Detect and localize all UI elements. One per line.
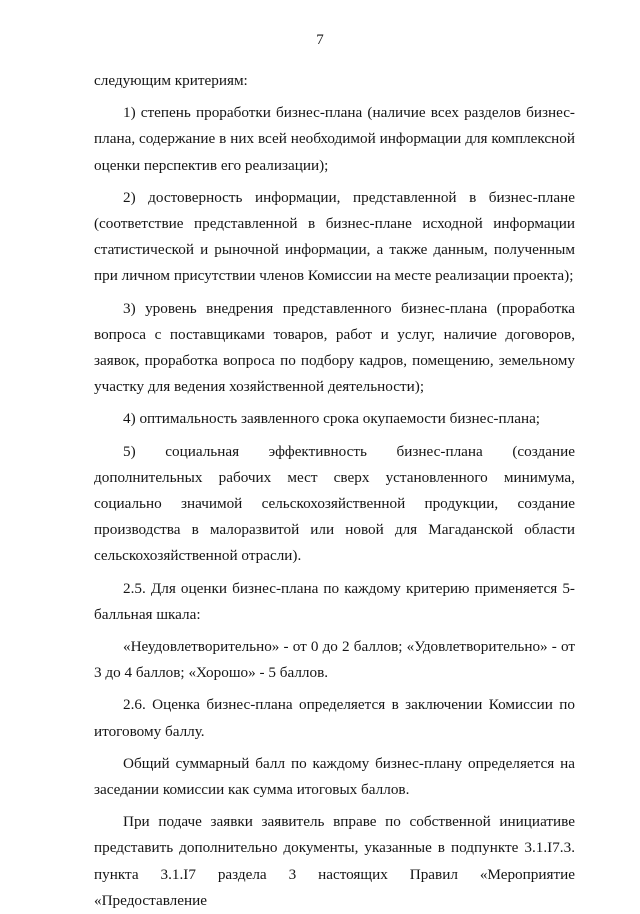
criterion-5-word: сельскохозяйственной bbox=[261, 495, 406, 513]
clause-2-6: 2.6. Оценка бизнес-плана определяется в заключении Комиссии по итоговому баллу. bbox=[94, 696, 575, 740]
clause-2-5: 2.5. Для оценки бизнес-плана по каждому критерию применяется 5-балльная шкала: bbox=[94, 579, 575, 623]
criterion-5-word: значимой bbox=[180, 495, 243, 513]
criterion-5-word: установленного bbox=[385, 468, 488, 486]
score-scale: «Неудовлетворительно» - от 0 до 2 баллов; «Удовлетворительно» - от 3 до 4 баллов; «Хорошо» - 5 баллов. bbox=[94, 638, 575, 682]
criterion-5-word: социальная bbox=[165, 442, 240, 460]
criterion-5-line-3 bbox=[94, 491, 575, 517]
criterion-5 bbox=[94, 439, 575, 570]
criterion-5-word: бизнес-плана bbox=[396, 442, 483, 460]
criterion-5-word: 5) bbox=[123, 442, 136, 460]
criterion-3: 3) уровень внедрения представленного бизнес-плана (проработка вопроса с поставщиками товаров, работ и услуг, наличие договоров, заявок, проработка вопроса по подбору кадров, помещению, земельному участку для ведения хозяйственной деятельности); bbox=[94, 299, 575, 396]
criterion-5-word: продукции, bbox=[424, 495, 499, 513]
criterion-4: 4) оптимальность заявленного срока окупаемости бизнес-плана; bbox=[123, 410, 541, 428]
criterion-5-word: создание bbox=[517, 495, 575, 513]
intro-line: следующим критериям: bbox=[94, 72, 248, 89]
total-score-paragraph: Общий суммарный балл по каждому бизнес-плану определяется на заседании комиссии как сумма итоговых баллов. bbox=[94, 754, 575, 799]
criterion-1: 1) степень проработки бизнес-плана (наличие всех разделов бизнес-плана, содержание в них всей необходимой информации для комплексной оценки перспектив его реализации); bbox=[94, 104, 575, 174]
criterion-5-word: социально bbox=[94, 495, 162, 513]
criterion-5-word: рабочих bbox=[218, 468, 272, 486]
document-body bbox=[94, 68, 575, 914]
criterion-5-word: эффективность bbox=[268, 442, 367, 460]
criterion-5-word: дополнительных bbox=[94, 468, 203, 486]
application-paragraph: При подаче заявки заявитель вправе по собственной инициативе представить дополнительно документы, указанные в подпункте 3.1.I7.3. пункта 3.1.I7 раздела 3 настоящих Правил «Мероприятие «Предоставление bbox=[94, 813, 575, 909]
criterion-5-line-2 bbox=[94, 465, 575, 491]
page-number: 7 bbox=[316, 32, 324, 48]
criterion-5-word: минимума, bbox=[503, 468, 575, 486]
criterion-5-word: сверх bbox=[333, 468, 370, 486]
criterion-2: 2) достоверность информации, представленной в бизнес-плане (соответствие представленной в бизнес-плане исходной информации статистической и рыночной информации, а также данным, полученным при личном присутствии членов Комиссии на месте реализации проекта); bbox=[94, 188, 575, 285]
criterion-5-line-1 bbox=[94, 439, 575, 465]
criterion-5-rest: производства в малоразвитой или новой для Магаданской области сельскохозяйственной отрасли). bbox=[94, 521, 575, 565]
criterion-5-word: (создание bbox=[512, 442, 575, 460]
criterion-5-word: мест bbox=[287, 468, 318, 486]
